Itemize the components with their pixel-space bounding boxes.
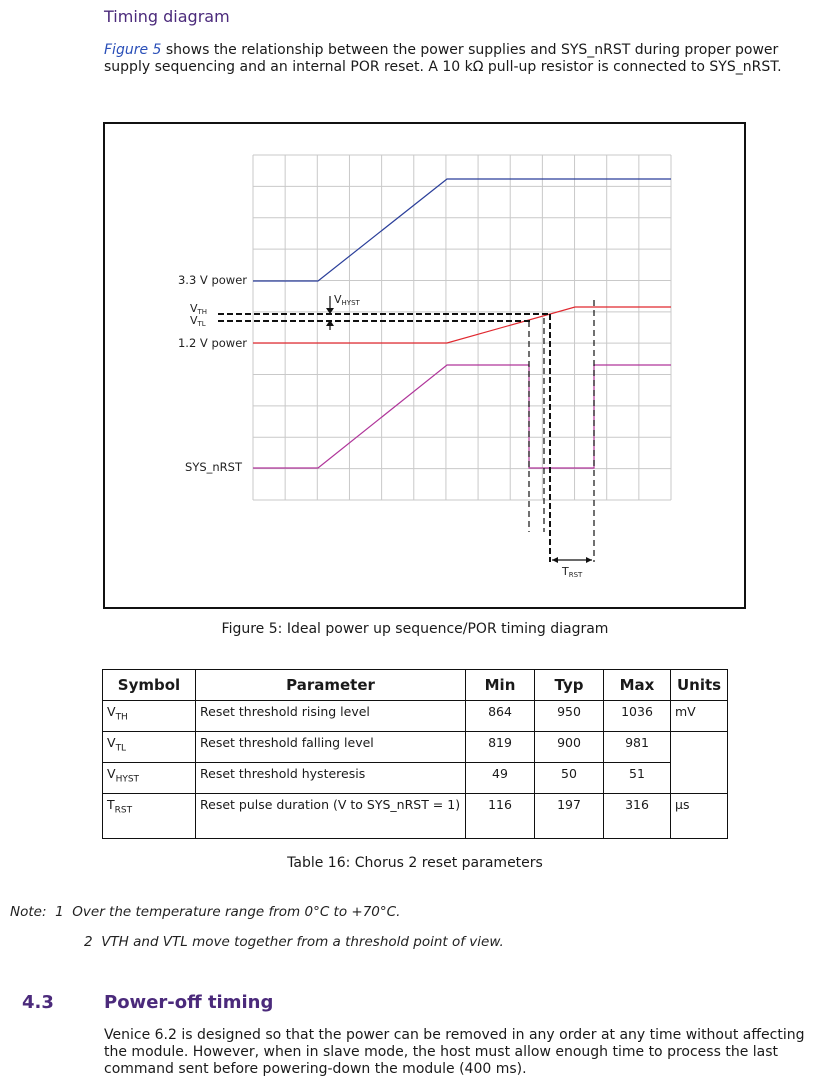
- diagram-grid: [253, 155, 671, 500]
- col-symbol: Symbol: [103, 670, 196, 701]
- cell-min: 819: [466, 732, 535, 763]
- table-row: [103, 701, 728, 732]
- note-label: Note:: [10, 904, 47, 920]
- reset-parameters-table: [102, 669, 728, 839]
- table-row: [103, 763, 728, 794]
- section-number: 4.3: [22, 992, 54, 1013]
- power12-trace: [253, 307, 671, 343]
- cell-typ: 197: [535, 794, 604, 839]
- note-2-text: VTH and VTL move together from a threshold point of view.: [101, 934, 504, 950]
- timing-diagram: [105, 124, 744, 607]
- cell-min: 116: [466, 794, 535, 839]
- cell-min: 864: [466, 701, 535, 732]
- power33-trace: [253, 179, 671, 281]
- figure-5-link[interactable]: Figure 5: [104, 42, 162, 58]
- cell-parameter: Reset threshold hysteresis: [196, 763, 466, 794]
- table-row: [103, 794, 728, 839]
- label-power33: 3.3 V power: [177, 273, 247, 287]
- label-vth: VTH: [190, 302, 208, 316]
- label-vtl: VTL: [190, 314, 206, 328]
- cell-max: 981: [604, 732, 671, 763]
- cell-typ: 950: [535, 701, 604, 732]
- section-title: Power-off timing: [104, 992, 274, 1013]
- cell-units: mV: [671, 701, 728, 732]
- note-1-text: Over the temperature range from 0°C to +70°C.: [72, 904, 401, 920]
- cell-symbol: $T_{RST}$: [103, 794, 196, 839]
- intro-text: shows the relationship between the power supplies and SYS_nRST during proper power supply sequencing and an internal POR reset. A 10 kΩ pull-up resistor is connected to SYS_nRST.: [104, 42, 782, 75]
- cell-parameter: Reset pulse duration (V to SYS_nRST = 1): [196, 794, 466, 839]
- cell-parameter: Reset threshold rising level: [196, 701, 466, 732]
- note-1: [10, 904, 400, 920]
- label-sysnrst: SYS_nRST: [185, 460, 242, 474]
- cell-units: µs: [671, 794, 728, 839]
- sysnrst-trace: [253, 365, 671, 468]
- label-power12: 1.2 V power: [177, 336, 247, 350]
- table-caption: Table 16: Chorus 2 reset parameters: [287, 855, 543, 871]
- label-vhyst: VHYST: [334, 293, 360, 307]
- note-2-number: 2: [84, 934, 93, 950]
- note-2: [84, 934, 504, 950]
- figure-caption: Figure 5: Ideal power up sequence/POR timing diagram: [221, 621, 609, 637]
- table-row: [103, 732, 728, 763]
- cell-min: 49: [466, 763, 535, 794]
- table-header-row: [103, 670, 728, 701]
- cell-units-merged: [671, 732, 728, 794]
- label-trst: TRST: [562, 565, 583, 579]
- col-max: Max: [604, 670, 671, 701]
- cell-symbol: $V_{HYST}$: [103, 763, 196, 794]
- cell-symbol: $V_{TL}$: [103, 732, 196, 763]
- col-typ: Typ: [535, 670, 604, 701]
- cell-parameter: Reset threshold falling level: [196, 732, 466, 763]
- timing-diagram-heading: Timing diagram: [104, 7, 230, 26]
- cell-typ: 50: [535, 763, 604, 794]
- note-1-number: 1: [55, 904, 64, 920]
- cell-symbol: $V_{TH}$: [103, 701, 196, 732]
- cell-typ: 900: [535, 732, 604, 763]
- timing-diagram-figure: [103, 122, 746, 609]
- col-parameter: Parameter: [196, 670, 466, 701]
- col-units: Units: [671, 670, 728, 701]
- cell-max: 51: [604, 763, 671, 794]
- section-body: Venice 6.2 is designed so that the power can be removed in any order at any time without affecting the module. However, when in slave mode, the host must allow enough time to process the last command sent before powering-down the module (400 ms).: [104, 1027, 805, 1077]
- cell-max: 1036: [604, 701, 671, 732]
- cell-max: 316: [604, 794, 671, 839]
- intro-paragraph: [104, 42, 826, 76]
- col-min: Min: [466, 670, 535, 701]
